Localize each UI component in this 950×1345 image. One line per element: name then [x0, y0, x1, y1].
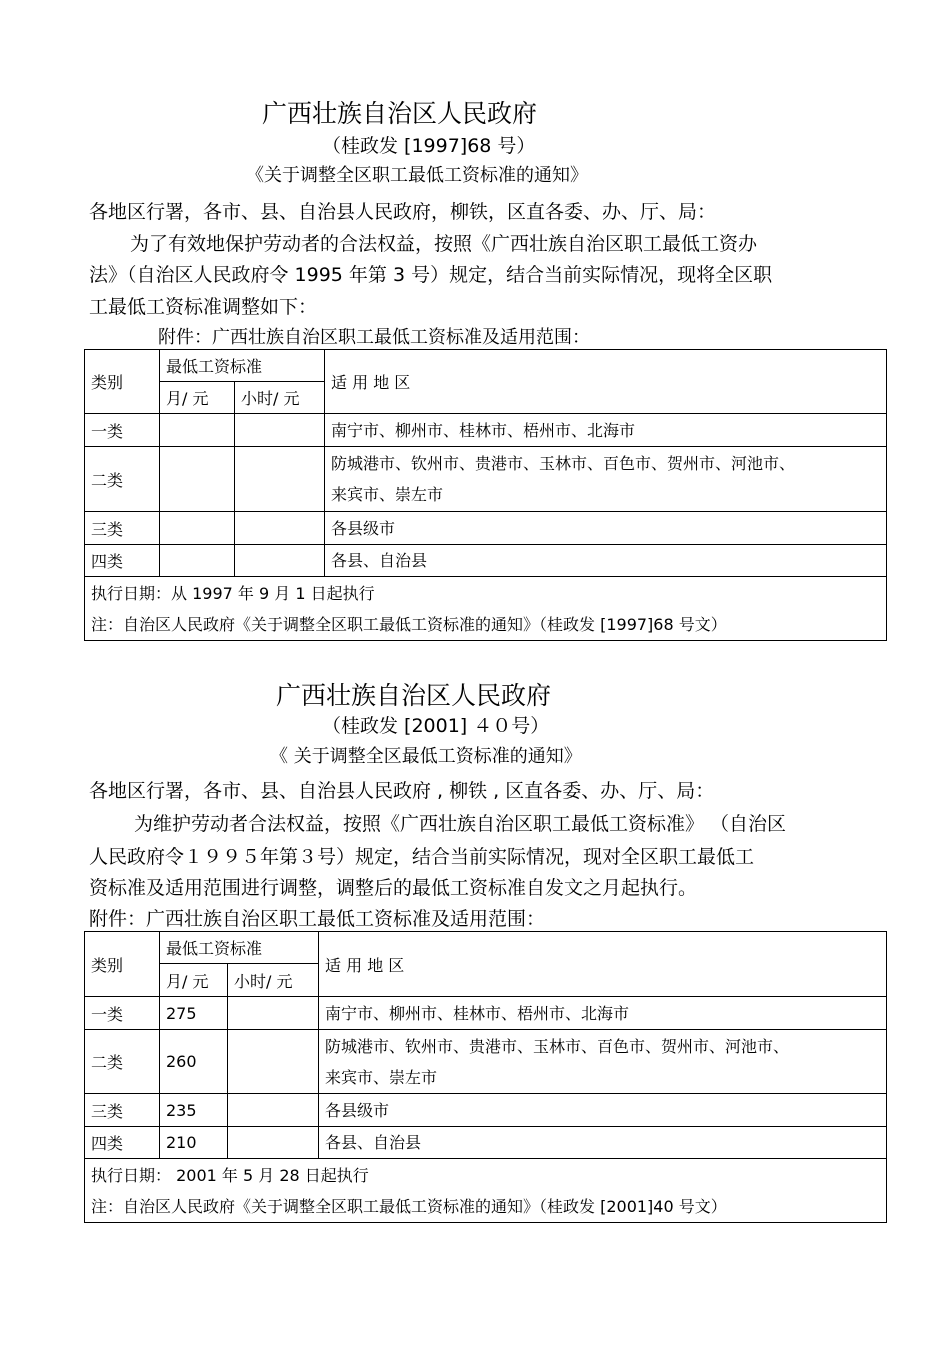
document-number: （桂政发 [2001] ４０号）	[322, 715, 550, 737]
table-row	[85, 414, 887, 447]
area-line: 来宾市、崇左市	[331, 485, 444, 504]
monthly-cell	[160, 545, 235, 577]
area-cell	[325, 447, 887, 512]
header-category: 类别	[85, 350, 160, 414]
body-line-2: 人民政府令１９９５年第３号）规定，结合当前实际情况，现对全区职工最低工	[89, 846, 755, 868]
category-cell: 三类	[85, 1094, 160, 1127]
hourly-cell	[228, 997, 319, 1030]
table-row	[85, 447, 887, 512]
monthly-cell	[160, 414, 235, 447]
hourly-cell	[235, 545, 325, 577]
category-cell: 二类	[85, 1030, 160, 1094]
header-min-wage: 最低工资标准	[160, 350, 325, 382]
attachment-heading: 附件：广西壮族自治区职工最低工资标准及适用范围：	[89, 908, 546, 930]
hourly-cell	[228, 1030, 319, 1094]
table-row	[85, 512, 887, 545]
notice-subject: 《 关于调整全区最低工资标准的通知》	[270, 746, 582, 767]
effective-date: 执行日期： 2001 年 5 月 28 日起执行	[91, 1165, 369, 1185]
category-cell: 一类	[85, 414, 160, 447]
area-line: 防城港市、钦州市、贵港市、玉林市、百色市、贺州市、河池市、	[331, 454, 796, 473]
hourly-cell	[235, 512, 325, 545]
monthly-cell: 275	[160, 997, 228, 1030]
body-line-3: 工最低工资标准调整如下：	[89, 296, 318, 318]
category-cell: 二类	[85, 447, 160, 512]
footer-cell	[85, 577, 887, 641]
table-row	[85, 1127, 887, 1159]
body-line-2: 法》（自治区人民政府令 1995 年第 3 号）规定，结合当前实际情况，现将全区职	[89, 264, 773, 286]
monthly-cell: 235	[160, 1094, 228, 1127]
issuer-title: 广西壮族自治区人民政府	[262, 99, 538, 128]
area-line: 来宾市、崇左市	[325, 1067, 438, 1087]
hourly-cell	[228, 1094, 319, 1127]
hourly-cell	[228, 1127, 319, 1159]
footer-cell	[85, 1159, 887, 1223]
attachment-heading: 附件：广西壮族自治区职工最低工资标准及适用范围：	[158, 327, 590, 348]
source-note: 注：自治区人民政府《关于调整全区职工最低工资标准的通知》（桂政发 [1997]68 号文）	[91, 614, 727, 634]
table-row	[85, 1030, 887, 1094]
category-cell: 三类	[85, 512, 160, 545]
area-cell: 各县、自治县	[319, 1127, 887, 1159]
area-cell: 各县级市	[325, 512, 887, 545]
hourly-cell	[235, 414, 325, 447]
area-cell: 各县、自治县	[325, 545, 887, 577]
wage-standard-table	[84, 931, 887, 1223]
header-area: 适 用 地 区	[319, 932, 887, 997]
area-cell: 各县级市	[319, 1094, 887, 1127]
addressee-line: 各地区行署，各市、县、自治县人民政府 , 柳铁 , 区直各委、办、厅、局：	[89, 780, 715, 802]
area-cell: 南宁市、柳州市、桂林市、梧州市、北海市	[319, 997, 887, 1030]
source-note: 注：自治区人民政府《关于调整全区职工最低工资标准的通知》（桂政发 [2001]40 号文）	[91, 1196, 727, 1216]
header-category: 类别	[85, 932, 160, 997]
area-cell	[319, 1030, 887, 1094]
body-line-3: 资标准及适用范围进行调整，调整后的最低工资标准自发文之月起执行。	[89, 877, 698, 899]
wage-standard-table	[84, 349, 887, 641]
document-number: （桂政发 [1997]68 号）	[322, 135, 536, 157]
header-hourly: 小时/ 元	[235, 382, 325, 414]
body-line-1: 为了有效地保护劳动者的合法权益，按照《广西壮族自治区职工最低工资办	[130, 233, 758, 255]
notice-subject: 《关于调整全区职工最低工资标准的通知》	[246, 165, 588, 186]
addressee-line: 各地区行署，各市、县、自治县人民政府，柳铁，区直各委、办、厅、局：	[89, 201, 717, 223]
monthly-cell	[160, 512, 235, 545]
effective-date: 执行日期：从 1997 年 9 月 1 日起执行	[91, 583, 375, 603]
header-area: 适 用 地 区	[325, 350, 887, 414]
header-monthly: 月/ 元	[160, 964, 228, 997]
table-row	[85, 545, 887, 577]
header-hourly: 小时/ 元	[228, 964, 319, 997]
category-cell: 四类	[85, 1127, 160, 1159]
monthly-cell: 260	[160, 1030, 228, 1094]
category-cell: 四类	[85, 545, 160, 577]
monthly-cell	[160, 447, 235, 512]
body-line-1: 为维护劳动者合法权益，按照《广西壮族自治区职工最低工资标准》 （自治区	[134, 813, 787, 835]
area-line: 防城港市、钦州市、贵港市、玉林市、百色市、贺州市、河池市、	[325, 1036, 790, 1056]
table-row	[85, 997, 887, 1030]
category-cell: 一类	[85, 997, 160, 1030]
monthly-cell: 210	[160, 1127, 228, 1159]
table-row	[85, 1094, 887, 1127]
hourly-cell	[235, 447, 325, 512]
issuer-title: 广西壮族自治区人民政府	[276, 681, 552, 710]
header-min-wage: 最低工资标准	[160, 932, 319, 964]
area-cell: 南宁市、柳州市、桂林市、梧州市、北海市	[325, 414, 887, 447]
header-monthly: 月/ 元	[160, 382, 235, 414]
